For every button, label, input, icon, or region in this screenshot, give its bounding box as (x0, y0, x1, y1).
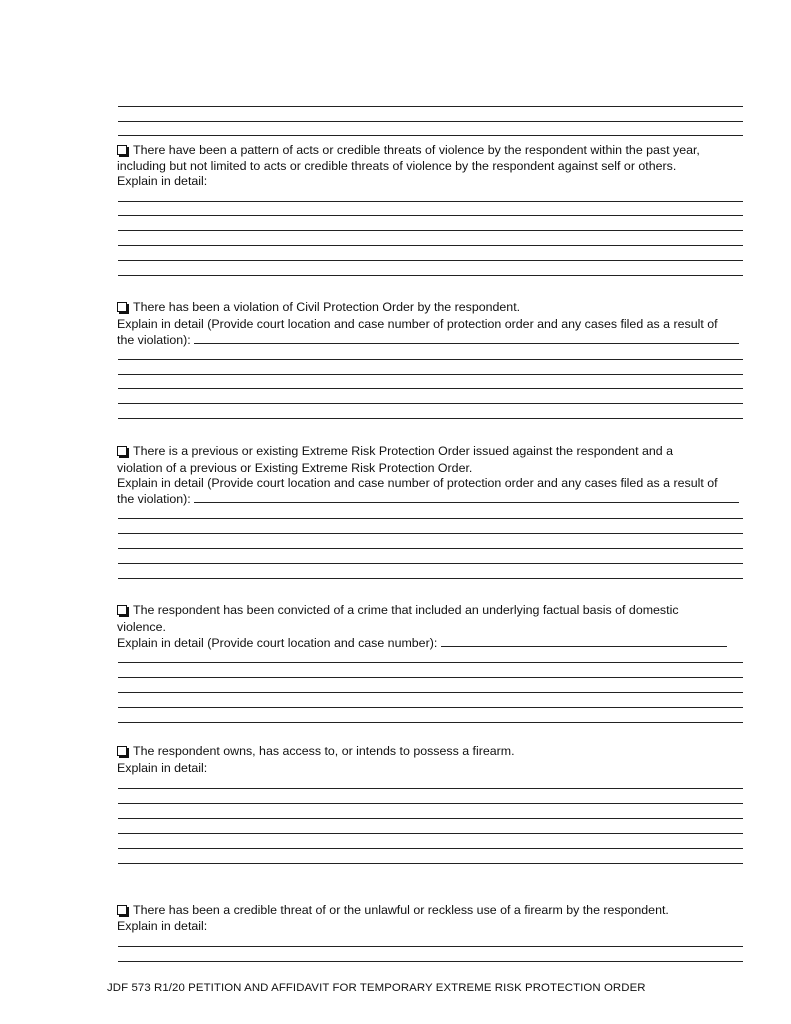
answer-line[interactable] (194, 332, 739, 344)
answer-line[interactable] (118, 848, 743, 849)
erpo-existing-continuation: violation of a previous or Existing Extreme Risk Protection Order. (117, 461, 473, 475)
answer-line[interactable] (118, 662, 743, 663)
cpo-violation-explain-cont (117, 332, 739, 347)
answer-line[interactable] (118, 418, 743, 419)
firearm-threat-explain-label: Explain in detail: (117, 919, 208, 933)
firearm-access-explain-label: Explain in detail: (117, 761, 208, 775)
answer-line[interactable] (118, 374, 743, 375)
erpo-existing-label: There is a previous or existing Extreme Risk Protection Order issued against the respondent and a (133, 444, 673, 458)
answer-line[interactable] (118, 578, 743, 579)
answer-line[interactable] (118, 548, 743, 549)
dv-conviction-checkbox[interactable] (117, 605, 127, 615)
answer-line[interactable] (118, 707, 743, 708)
answer-line[interactable] (118, 518, 743, 519)
section-dv-conviction (117, 603, 679, 618)
answer-line[interactable] (118, 260, 743, 261)
answer-line[interactable] (118, 230, 743, 231)
answer-line[interactable] (118, 275, 743, 276)
form-footer: JDF 573 R1/20 PETITION AND AFFIDAVIT FOR TEMPORARY EXTREME RISK PROTECTION ORDER (107, 982, 646, 994)
firearm-access-label: The respondent owns, has access to, or intends to possess a firearm. (133, 744, 515, 758)
answer-line[interactable] (118, 135, 743, 136)
answer-line[interactable] (118, 818, 743, 819)
answer-line[interactable] (118, 533, 743, 534)
answer-line[interactable] (118, 359, 743, 360)
answer-line[interactable] (118, 863, 743, 864)
answer-line[interactable] (441, 635, 727, 647)
section-erpo-existing (117, 444, 673, 459)
cpo-violation-explain-label: Explain in detail (Provide court location and case number of protection order and any cases filed as a result of (117, 317, 718, 331)
pattern-explain-label: Explain in detail: (117, 174, 208, 188)
pattern-label: There have been a pattern of acts or credible threats of violence by the respondent within the past year, (133, 143, 700, 157)
answer-line[interactable] (118, 106, 743, 107)
erpo-existing-checkbox[interactable] (117, 446, 127, 456)
answer-line[interactable] (118, 388, 743, 389)
dv-conviction-explain-label: Explain in detail (Provide court location and case number): (117, 636, 438, 650)
cpo-violation-label: There has been a violation of Civil Protection Order by the respondent. (133, 300, 521, 314)
answer-line[interactable] (118, 803, 743, 804)
answer-line[interactable] (118, 563, 743, 564)
answer-line[interactable] (118, 692, 743, 693)
erpo-existing-explain-label: Explain in detail (Provide court location and case number of protection order and any cases filed as a result of (117, 476, 718, 490)
section-pattern (117, 143, 700, 158)
answer-line[interactable] (118, 677, 743, 678)
erpo-existing-explain-cont (117, 491, 739, 506)
firearm-threat-label: There has been a credible threat of or the unlawful or reckless use of a firearm by the respondent. (133, 903, 669, 917)
dv-conviction-continuation: violence. (117, 620, 166, 634)
answer-line[interactable] (118, 788, 743, 789)
answer-line[interactable] (118, 946, 743, 947)
cpo-violation-explain-cont-text: the violation): (117, 333, 191, 347)
firearm-threat-checkbox[interactable] (117, 905, 127, 915)
firearm-access-checkbox[interactable] (117, 746, 127, 756)
erpo-existing-explain-cont-text: the violation): (117, 492, 191, 506)
dv-conviction-explain-line (117, 635, 727, 650)
pattern-continuation: including but not limited to acts or credible threats of violence by the respondent against self or others. (117, 159, 677, 173)
cpo-violation-checkbox[interactable] (117, 302, 127, 312)
answer-line[interactable] (194, 491, 739, 503)
answer-line[interactable] (118, 722, 743, 723)
answer-line[interactable] (118, 121, 743, 122)
section-cpo-violation (117, 300, 520, 315)
dv-conviction-label: The respondent has been convicted of a crime that included an underlying factual basis of domestic (133, 603, 679, 617)
section-firearm-access (117, 744, 515, 759)
answer-line[interactable] (118, 833, 743, 834)
answer-line[interactable] (118, 215, 743, 216)
answer-line[interactable] (118, 961, 743, 962)
answer-line[interactable] (118, 245, 743, 246)
answer-line[interactable] (118, 201, 743, 202)
pattern-checkbox[interactable] (117, 145, 127, 155)
section-firearm-threat (117, 903, 669, 918)
answer-line[interactable] (118, 403, 743, 404)
